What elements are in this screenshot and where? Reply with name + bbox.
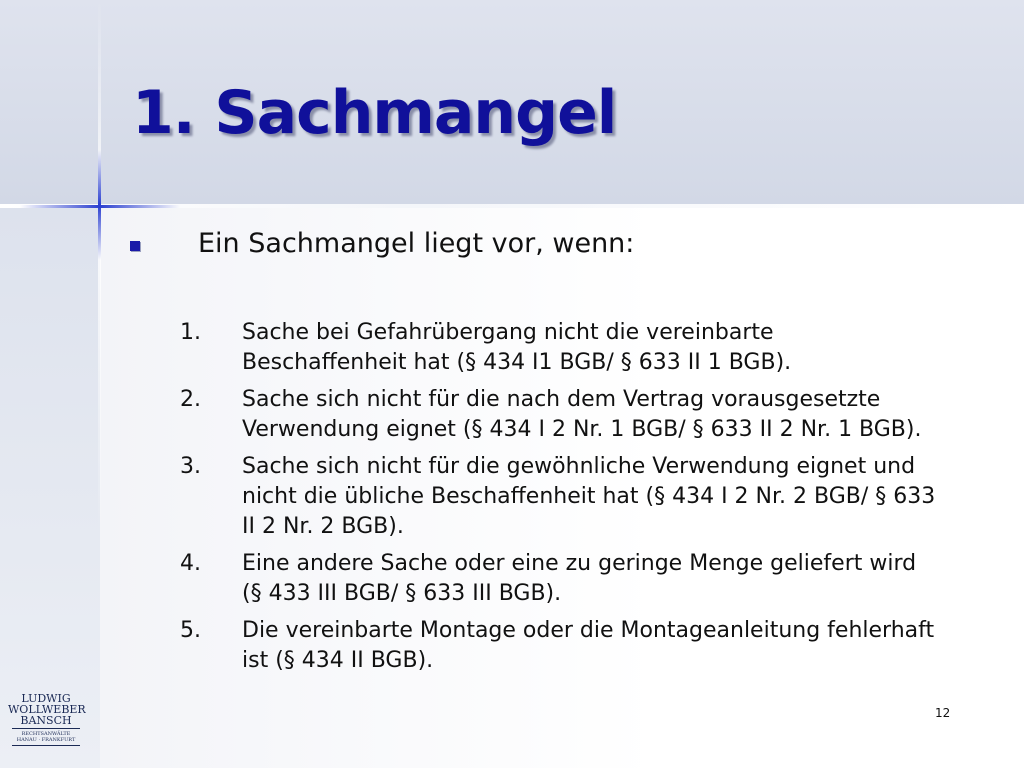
list-item <box>180 616 970 676</box>
list-item <box>180 549 970 609</box>
left-strip <box>0 207 100 768</box>
main-bullet-text: Ein Sachmangel liegt vor, wenn: <box>198 228 635 259</box>
logo-line-1: LUDWIG <box>21 692 71 705</box>
logo-line-5: HANAU · FRANKFURT <box>16 737 76 743</box>
main-bullet <box>130 228 830 259</box>
logo-line-4: RECHTSANWÄLTE <box>21 731 71 737</box>
list-number: 3. <box>180 454 201 479</box>
list-item <box>180 318 970 378</box>
star-accent-vertical <box>98 150 101 260</box>
slide-title: 1. Sachmangel <box>132 78 617 148</box>
list-text: Sache sich nicht für die nach dem Vertrag vorausgesetzte Verwendung eignet (§ 434 I 2 Nr. 1 BGB/ § 633 II 2 Nr. 1 BGB). <box>242 387 922 442</box>
logo-line-3: BANSCH <box>20 714 72 727</box>
logo-rule <box>12 728 80 729</box>
logo-rule <box>12 745 80 746</box>
page-number: 12 <box>935 706 951 720</box>
vertical-accent-line <box>98 0 101 768</box>
list-number: 2. <box>180 387 201 412</box>
list-item <box>180 385 970 445</box>
list-number: 4. <box>180 551 201 576</box>
list-item <box>180 452 970 542</box>
list-number: 5. <box>180 618 201 643</box>
logo-line-2: WOLLWEBER <box>8 703 86 716</box>
list-text: Die vereinbarte Montage oder die Montageanleitung fehlerhaft ist (§ 434 II BGB). <box>242 618 935 673</box>
square-bullet-icon <box>130 241 140 251</box>
list-text: Sache bei Gefahrübergang nicht die vereinbarte Beschaffenheit hat (§ 434 I1 BGB/ § 633 II 1 BGB). <box>242 320 792 375</box>
numbered-list <box>180 318 970 683</box>
firm-logo <box>8 693 84 748</box>
list-number: 1. <box>180 320 201 345</box>
list-text: Sache sich nicht für die gewöhnliche Verwendung eignet und nicht die übliche Beschaffenheit hat (§ 434 I 2 Nr. 2 BGB/ § 633 II 2 Nr. 2 BGB). <box>242 454 936 539</box>
list-text: Eine andere Sache oder eine zu geringe Menge geliefert wird (§ 433 III BGB/ § 633 III BGB). <box>242 551 917 606</box>
